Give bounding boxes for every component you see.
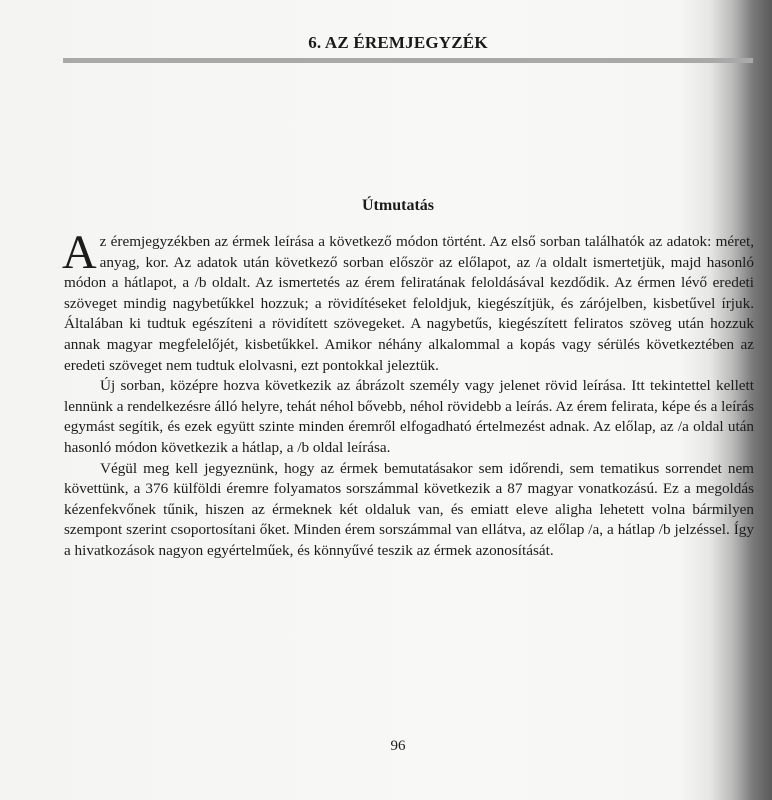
page-number-text: 96 <box>390 738 406 754</box>
section-title <box>0 197 772 215</box>
paragraph-1-text: z éremjegyzékben az érmek leírása a következő módon történt. Az első sorban találhatók az adatok: méret, anyag, kor. Az adatok után következő sorban először az előlapot, az /a oldalt ismertetjük, majd hasonló módon a hátlapot, a /b oldalt. Az ismertetés az érem feliratának feloldásával kezdődik. Az érmen lévő eredeti szöveget mindig nagybetűkkel hozzuk; a rövidítéseket feloldjuk, kiegészítjük, és zárójelben, kisbetűvel írjuk. Általában ki tudtuk egészíteni a rövidített szövegeket. A nagybetűs, kiegészített feliratos szöveg után hozzuk annak magyar megfelelőjét, kisbetűkkel. Amikor néhány alkalommal a kopás vagy sérülés következtében az eredeti szöveget nem tudtuk elolvasni, ezt pontokkal jeleztük. <box>64 233 754 374</box>
paragraph-2: Új sorban, középre hozva következik az ábrázolt személy vagy jelenet rövid leírása. Itt tekintettel kellett lennünk a rendelkezésre álló helyre, tehát néhol bővebb, néhol rövidebb a leírás. Az érem felirata, képe és a leírás egymást segítik, és ezek együtt szinte minden éremről elfogadható értelmezést adnak. Az előlap, az /a oldal után hasonló módon következik a hátlap, a /b oldal leírása. <box>64 377 754 456</box>
page-number <box>0 738 772 755</box>
header-rule <box>63 58 753 63</box>
body-text <box>62 226 754 562</box>
drop-cap: A <box>62 226 97 279</box>
chapter-title <box>0 33 772 53</box>
chapter-title-text: 6. AZ ÉREMJEGYZÉK <box>308 33 488 52</box>
paragraph-3: Végül meg kell jegyeznünk, hogy az érmek bemutatásakor sem időrendi, sem tematikus sorrendet nem követtünk, a 376 külföldi éremre folyamatos sorszámmal következik a 87 magyar vonatkozású. Ez a megoldás kézenfekvőnek tűnik, hiszen az érmeknek két oldaluk van, és emiatt eleve aligha lehetett volna bármilyen szempont szerint csoportosítani őket. Minden érem sorszámmal van ellátva, az előlap /a, a hátlap /b jelzéssel. Így a hivatkozások nagyon egyértelműek, és könnyűvé teszik az érmek azonosítását. <box>64 459 754 559</box>
paragraph-1 <box>62 226 754 376</box>
section-title-text: Útmutatás <box>362 197 434 214</box>
